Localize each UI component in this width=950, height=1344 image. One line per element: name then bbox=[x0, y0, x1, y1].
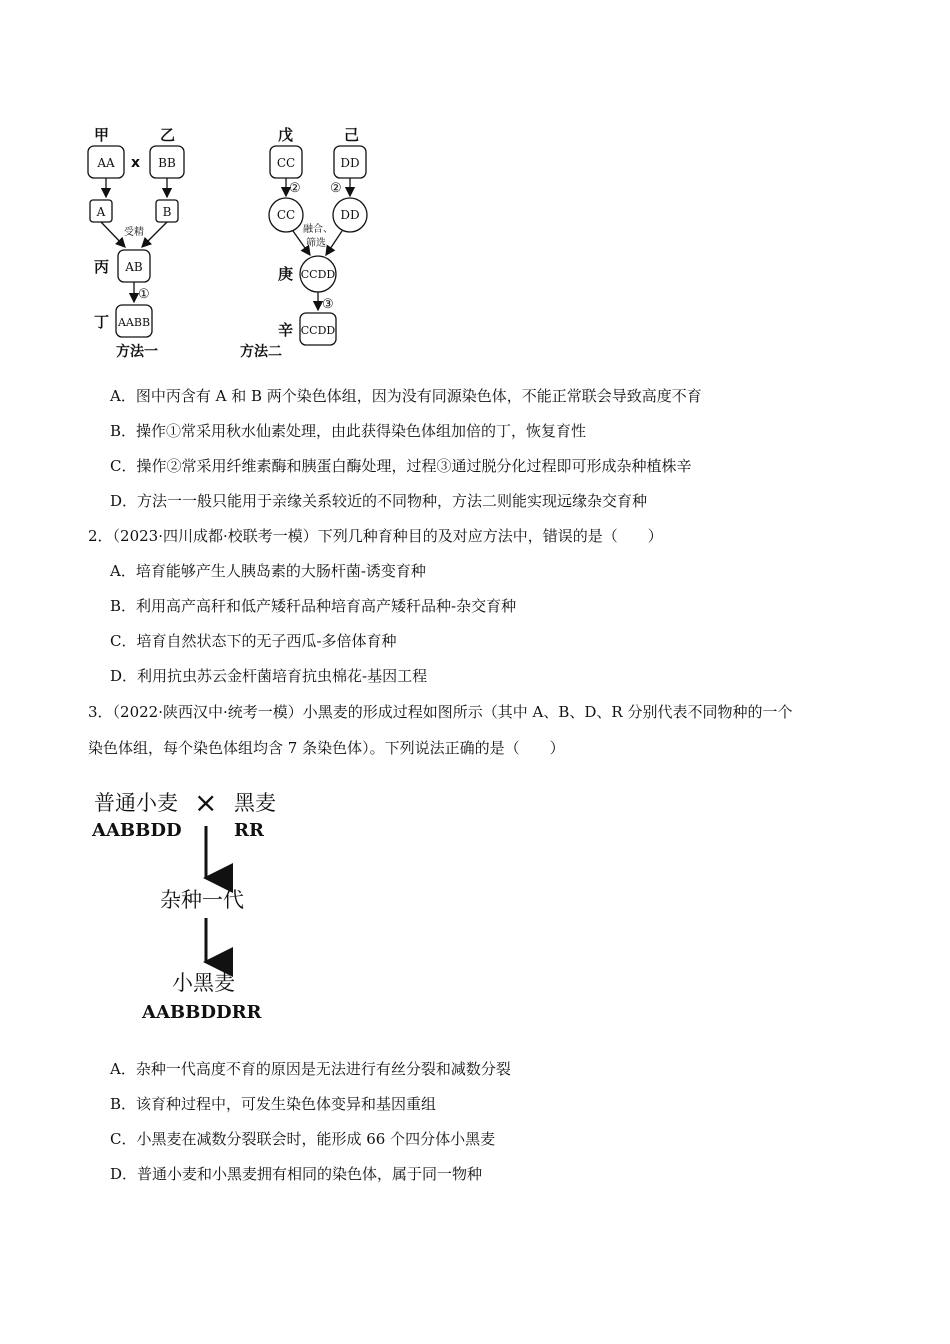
q3-option-a: A．杂种一代高度不育的原因是无法进行有丝分裂和减数分裂 bbox=[110, 1060, 511, 1078]
step-2b: ② bbox=[330, 181, 342, 196]
box-cc: CC bbox=[276, 156, 296, 170]
box-ab: AB bbox=[125, 260, 143, 274]
q1-option-a: A．图中丙含有 A 和 B 两个染色体组，因为没有同源染色体，不能正常联会导致高度不育 bbox=[110, 387, 702, 405]
wheat-genome: AABBDD bbox=[92, 820, 182, 841]
label-bing: 丙 bbox=[94, 258, 110, 276]
q3-option-c: C．小黑麦在减数分裂联会时，能形成 66 个四分体小黑麦 bbox=[110, 1130, 496, 1148]
cross-sign-1: x bbox=[131, 155, 141, 171]
fusion-label-2: 筛选 bbox=[306, 238, 326, 249]
hybrid-label: 杂种一代 bbox=[160, 888, 244, 912]
label-xin: 辛 bbox=[278, 321, 294, 339]
step-2a: ② bbox=[289, 181, 301, 196]
q3-option-d: D．普通小麦和小黑麦拥有相同的染色体，属于同一物种 bbox=[110, 1165, 483, 1183]
q2-option-d: D．利用抗虫苏云金杆菌培育抗虫棉花-基因工程 bbox=[110, 667, 428, 685]
box-bb: BB bbox=[158, 156, 176, 170]
q2-stem: 2．（2023·四川成都·校联考一模）下列几种育种目的及对应方法中，错误的是（ ） bbox=[88, 527, 663, 545]
circle-ccdd: CCDD bbox=[300, 268, 336, 281]
wheat-name: 普通小麦 bbox=[94, 791, 178, 815]
label-wu: 戊 bbox=[278, 126, 294, 144]
triticale-name: 小黑麦 bbox=[172, 971, 235, 995]
box-ccdd: CCDD bbox=[300, 324, 336, 337]
rye-genome: RR bbox=[234, 820, 264, 841]
method-one-label: 方法一 bbox=[116, 344, 158, 360]
q1-option-d: D．方法一一般只能用于亲缘关系较近的不同物种，方法二则能实现远缘杂交育种 bbox=[110, 492, 648, 510]
label-ji: 己 bbox=[344, 126, 360, 144]
cross-sign-2: × bbox=[194, 786, 218, 819]
q1-option-b: B．操作①常采用秋水仙素处理，由此获得染色体组加倍的丁，恢复育性 bbox=[110, 422, 587, 440]
box-a: A bbox=[96, 205, 106, 219]
fertilize-label: 受精 bbox=[124, 227, 144, 238]
q3-stem-line2: 染色体组，每个染色体组均含 7 条染色体）。下列说法正确的是（ ） bbox=[88, 739, 565, 757]
box-aabb: AABB bbox=[117, 316, 151, 329]
rye-name: 黑麦 bbox=[234, 791, 276, 815]
step-1: ① bbox=[138, 287, 150, 302]
box-b: B bbox=[162, 205, 172, 219]
q3-option-b: B．该育种过程中，可发生染色体变异和基因重组 bbox=[110, 1095, 437, 1113]
label-yi: 乙 bbox=[160, 126, 176, 144]
triticale-diagram bbox=[86, 782, 346, 1032]
label-ding: 丁 bbox=[94, 313, 110, 331]
triticale-genome: AABBDDRR bbox=[142, 1002, 262, 1023]
label-jia: 甲 bbox=[94, 126, 110, 144]
method-two-label: 方法二 bbox=[240, 344, 282, 360]
box-aa: AA bbox=[97, 156, 115, 170]
step-3: ③ bbox=[322, 297, 334, 312]
circle-dd: DD bbox=[340, 208, 360, 222]
q2-option-c: C．培育自然状态下的无子西瓜-多倍体育种 bbox=[110, 632, 397, 650]
fusion-label-1: 融合、 bbox=[303, 224, 333, 235]
label-geng: 庚 bbox=[278, 265, 294, 283]
circle-cc: CC bbox=[276, 208, 296, 222]
q2-option-b: B．利用高产高秆和低产矮秆品种培育高产矮秆品种-杂交育种 bbox=[110, 597, 517, 615]
q3-stem-line1: 3．（2022·陕西汉中·统考一模）小黑麦的形成过程如图所示（其中 A、B、D、R 分别代表不同物种的一个 bbox=[88, 703, 793, 721]
q1-option-c: C．操作②常采用纤维素酶和胰蛋白酶处理，过程③通过脱分化过程即可形成杂种植株辛 bbox=[110, 457, 692, 475]
breeding-methods-diagram bbox=[80, 122, 460, 362]
box-dd: DD bbox=[340, 156, 360, 170]
q2-option-a: A．培育能够产生人胰岛素的大肠杆菌-诱变育种 bbox=[110, 562, 426, 580]
